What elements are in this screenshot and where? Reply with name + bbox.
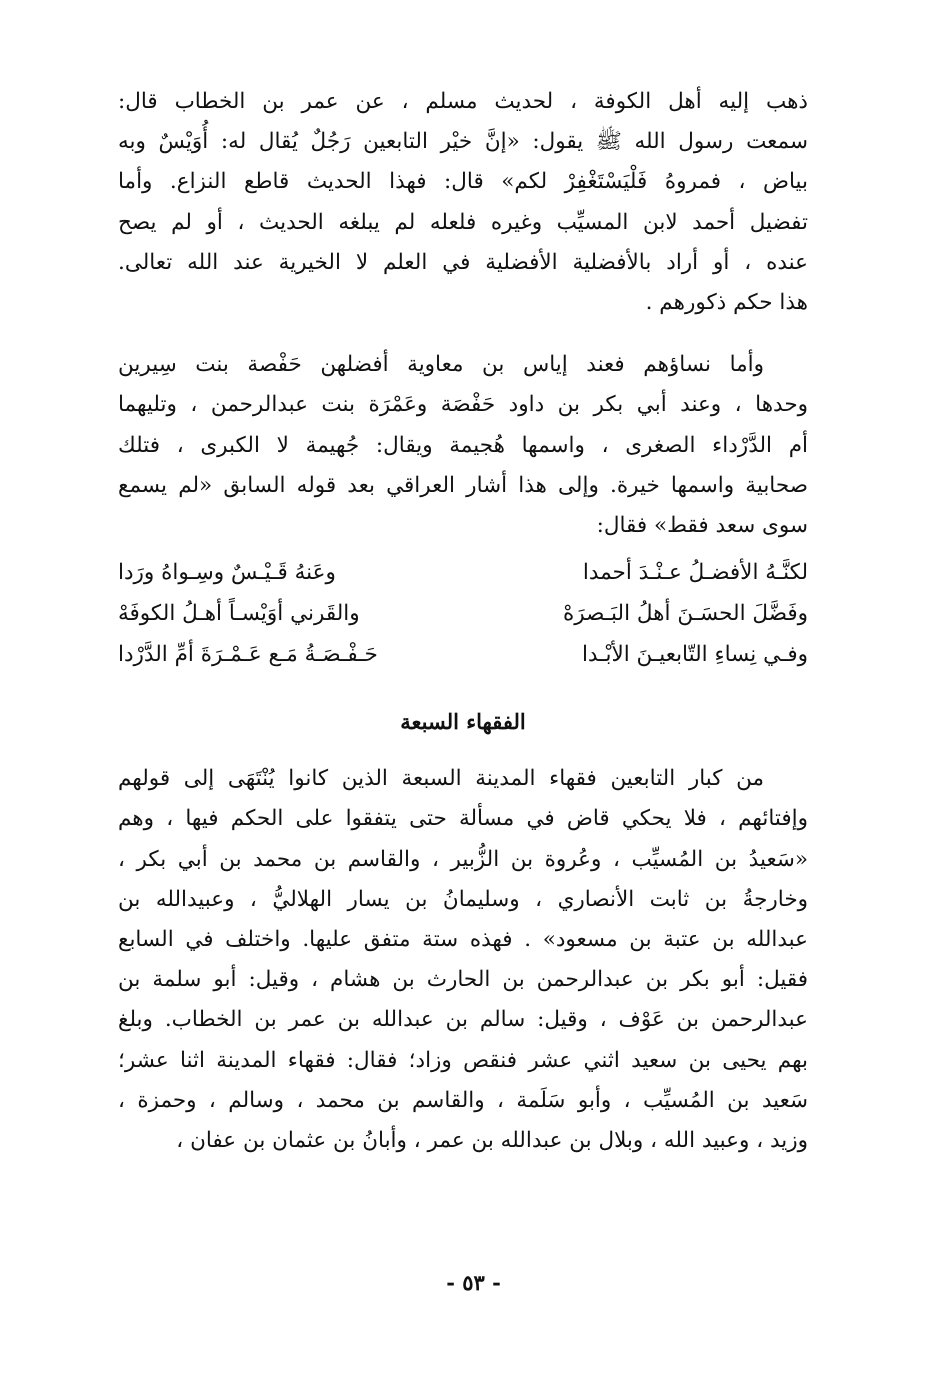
text-line: سوى سعد فقط» فقال: [596,513,808,539]
text-line: صحابية واسمها خيرة. وإلى هذا أشار العراقي بعد قوله السابق «لم يسمع [118,472,808,498]
poem [118,552,808,675]
verse-first-hemistich: وفَضَّلَ الحسَـنَ أهلُ البَـصرَهْ [562,601,808,627]
text-line: وإفتائهم ، فلا يحكي قاض في مسألة حتى يتفقوا على الحكم فيها ، وهم [118,806,808,832]
text-line: سمعت رسول الله ﷺ يقول: «إنَّ خيْر التابعين رَجُلٌ يُقال له: أُوَيْسٌ وبه [118,129,808,155]
page-body [118,82,808,1161]
page-number: - ٥٣ - [446,1270,501,1295]
poem-verse [118,593,808,634]
text-line: هذا حكم ذكورهم . [645,290,808,316]
text-line: وحدها ، وعند أبي بكر بن داود حَفْصَة وعَمْرَة بنت عبدالرحمن ، وتليهما [118,392,808,418]
text-line: من كبار التابعين فقهاء المدينة السبعة الذين كانوا يُنْتَهَى إلى قولهم [118,766,764,792]
text-line: عبدالله بن عتبة بن مسعود» . فهذه ستة متفق عليها. واختلف في السابع [118,927,808,953]
poem-verse [118,634,808,675]
text-line: عبدالرحمن بن عَوْف ، وقيل: سالم بن عبدالله بن عمر بن الخطاب. وبلغ [118,1007,808,1033]
verse-first-hemistich: لكنَّـهُ الأفضـلُ عـنْـدَ أحمدا [582,560,808,586]
text-line: وخارجةُ بن ثابت الأنصاري ، وسليمانُ بن يسار الهلاليُّ ، وعبيدالله بن [118,886,808,912]
section-heading: الفقهاء السبعة [400,709,526,735]
text-line: بهم يحيى بن سعيد اثني عشر فنقص وزاد؛ فقال: فقهاء المدينة اثنا عشر؛ [118,1047,808,1073]
text-line: سَعيد بن المُسيِّب ، وأبو سَلَمة ، والقاسم بن محمد ، وسالم ، وحمزة ، [118,1087,808,1113]
verse-second-hemistich: والقَرني أوَيْسـاً أهـلُ الكوفَهْ [118,601,360,627]
text-line: فقيل: أبو بكر بن عبدالرحمن بن الحارث بن هشام ، وقيل: أبو سلمة بن [118,967,808,993]
verse-first-hemistich: وفـي نِساءِ التّابعيـنَ الأبْـدا [581,642,808,668]
verse-second-hemistich: وعَنهُ قَـيْـسٌ وسِـواهُ ورَدا [118,560,336,586]
text-line: وأما نساؤهم فعند إياس بن معاوية أفضلهن حَفْصة بنت سِيرين [118,352,764,378]
poem-verse [118,552,808,593]
text-line: ذهب إليه أهل الكوفة ، لحديث مسلم ، عن عمر بن الخطاب قال: [118,89,808,114]
text-line: بياض ، فمروهُ فَلْيَسْتَغْفِرْ لكم» قال: فهذا الحديث قاطع النزاع. وأما [118,169,808,195]
text-line: وزيد ، وعبيد الله ، وبلال بن عبدالله بن عمر ، وأبانُ بن عثمان بن عفان ، [176,1128,808,1154]
paragraph-1 [118,82,808,323]
text-line: «سَعيدُ بن المُسيِّب ، وعُروة بن الزُّبير ، والقاسم بن محمد بن أبي بكر ، [118,846,808,872]
text-line: تفضيل أحمد لابن المسيِّب وغيره فلعله لم يبلغه الحديث ، أو لم يصح [118,209,808,235]
text-line: عنده ، أو أراد بالأفضلية الأفضلية في العلم لا الخيرية عند الله تعالى. [118,249,808,275]
paragraph-3 [118,759,808,1161]
verse-second-hemistich: حَـفْـصَـةُ مَـع عَـمْـرَةَ أمِّ الدَّرْدا [118,642,378,668]
paragraph-2 [118,345,808,546]
text-line: أم الدَّرْداء الصغرى ، واسمها هُجيمة ويقال: جُهيمة لا الكبرى ، فتلك [118,432,808,458]
